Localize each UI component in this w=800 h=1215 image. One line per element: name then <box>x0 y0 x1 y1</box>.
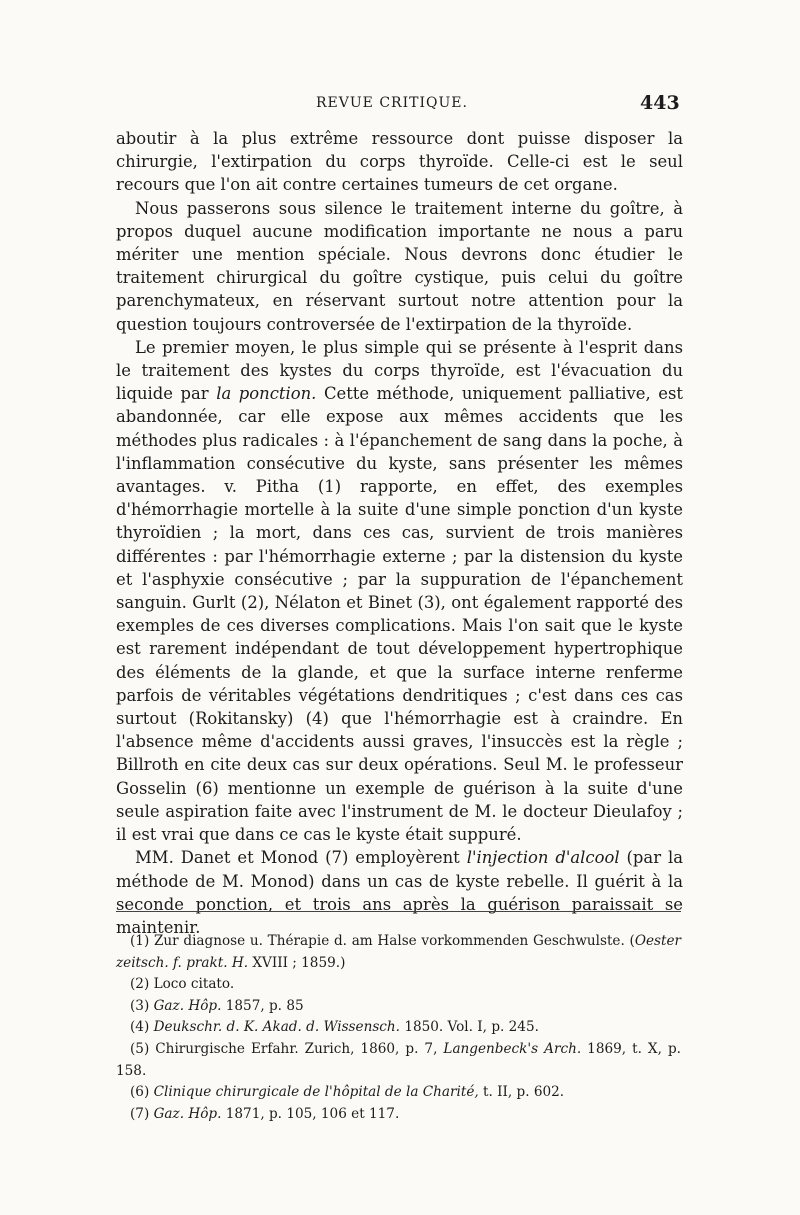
italic-term: l'injection d'alcool <box>466 848 620 868</box>
body-text <box>116 127 683 939</box>
footnotes <box>116 931 681 1125</box>
footnote-text: (6) <box>130 1084 154 1101</box>
footnote-italic: Gaz. Hôp. <box>153 997 222 1014</box>
paragraph-text: MM. Danet et Monod (7) employèrent <box>135 848 467 868</box>
footnote-rule <box>116 911 681 912</box>
footnote-italic: Langenbeck's Arch. <box>443 1040 582 1057</box>
footnote-italic: Gaz. Hôp. <box>153 1105 222 1122</box>
footnote-text: (2) Loco citato. <box>130 976 235 993</box>
paragraph-text: (par la méthode de M. Monod) dans un cas de kyste rebelle. Il guérit à la seconde ponction, et trois ans après la guérison paraissait se maintenir. <box>116 848 683 937</box>
footnote-text: t. II, p. 602. <box>478 1084 565 1101</box>
footnote <box>116 974 681 996</box>
footnote-text: 1869, t. X, p. 158. <box>116 1040 681 1079</box>
paragraph <box>116 846 683 939</box>
footnote-text: (4) <box>130 1019 154 1036</box>
italic-term: la ponction. <box>216 384 317 404</box>
footnote-italic: Deukschr. d. K. Akad. d. Wissensch. <box>153 1019 400 1036</box>
page-number: 443 <box>640 92 680 114</box>
footnote <box>116 1017 681 1039</box>
footnote <box>116 1104 681 1126</box>
footnote <box>116 931 681 974</box>
paragraph: Nous passerons sous silence le traitement interne du goître, à propos duquel aucune modification importante ne nous a paru mériter une mention spéciale. Nous devrons donc étudier le traitement chirurgical du goître cystique, puis celui du goître parenchymateux, en réservant surtout notre attention pour la question toujours controversée de l'extirpation de la thyroïde. <box>116 198 683 334</box>
footnote-text: (7) <box>130 1105 154 1122</box>
footnote <box>116 1039 681 1082</box>
footnote <box>116 996 681 1018</box>
footnote-italic: Oester zeitsch. f. prakt. H. <box>116 933 681 971</box>
footnote-italic: Clinique chirurgicale de l'hôpital de la Charité, <box>153 1084 479 1101</box>
footnote-text: 1857, p. 85 <box>221 997 304 1014</box>
footnote-text: 1850. Vol. I, p. 245. <box>400 1019 539 1036</box>
paragraph-text: Le premier moyen, le plus simple qui se présente à l'esprit dans le traitement des kystes du corps thyroïde, est l'évacuation du liquide par <box>116 337 683 404</box>
footnote-text: (3) <box>130 997 154 1014</box>
footnote <box>116 1082 681 1104</box>
footnote-text: (5) Chirurgische Erfahr. Zurich, 1860, p. 7, <box>130 1040 444 1057</box>
paragraph: aboutir à la plus extrême ressource dont puisse disposer la chirurgie, l'extirpation du corps thyroïde. Celle-ci est le seul recours que l'on ait contre certaines tumeurs de cet organe. <box>116 129 683 195</box>
paragraph-text: Cette méthode, uniquement palliative, est abandonnée, car elle expose aux mêmes accidents que les méthodes plus radicales : à l'épanchement de sang dans la poche, à l'inflammation consécutive du kyste, sans présenter les mêmes avantages. v. Pitha (1) rapporte, en effet, des exemples d'hémorrhagie mortelle à la suite d'une simple ponction d'un kyste thyroïdien ; la mort, dans ces cas, survient de trois manières différentes : par l'hémorrhagie externe ; par la distension du kyste et l'asphyxie consécutive ; par la suppuration de l'épanchement sanguin. Gurlt (2), Nélaton et Binet (3), ont également rapporté des exemples de ces diverses complications. Mais l'on sait que le kyste est rarement indépendant de tout développement hypertrophique des éléments de la glande, et que la surface interne renferme parfois de véritables végétations dendritiques ; c'est dans ces cas surtout (Rokitansky) (4) que l'hémorrhagie est à craindre. En l'absence même d'accidents aussi graves, l'insuccès est la règle ; Billroth en cite deux cas sur deux opérations. Seul M. le professeur Gosselin (6) mentionne un exemple de guérison à la suite d'une seule aspiration faite avec l'instrument de M. le docteur Dieulafoy ; il est vrai que dans ce cas le kyste était suppuré. <box>116 384 683 845</box>
running-title: REVUE CRITIQUE. <box>316 95 468 111</box>
footnote-text: XVIII ; 1859.) <box>248 954 346 971</box>
paragraph <box>116 336 683 846</box>
footnote-text: 1871, p. 105, 106 et 117. <box>221 1105 400 1122</box>
footnote-text: (1) Zur diagnose u. Thérapie d. am Halse vorkommenden Geschwulste. ( <box>130 933 635 949</box>
